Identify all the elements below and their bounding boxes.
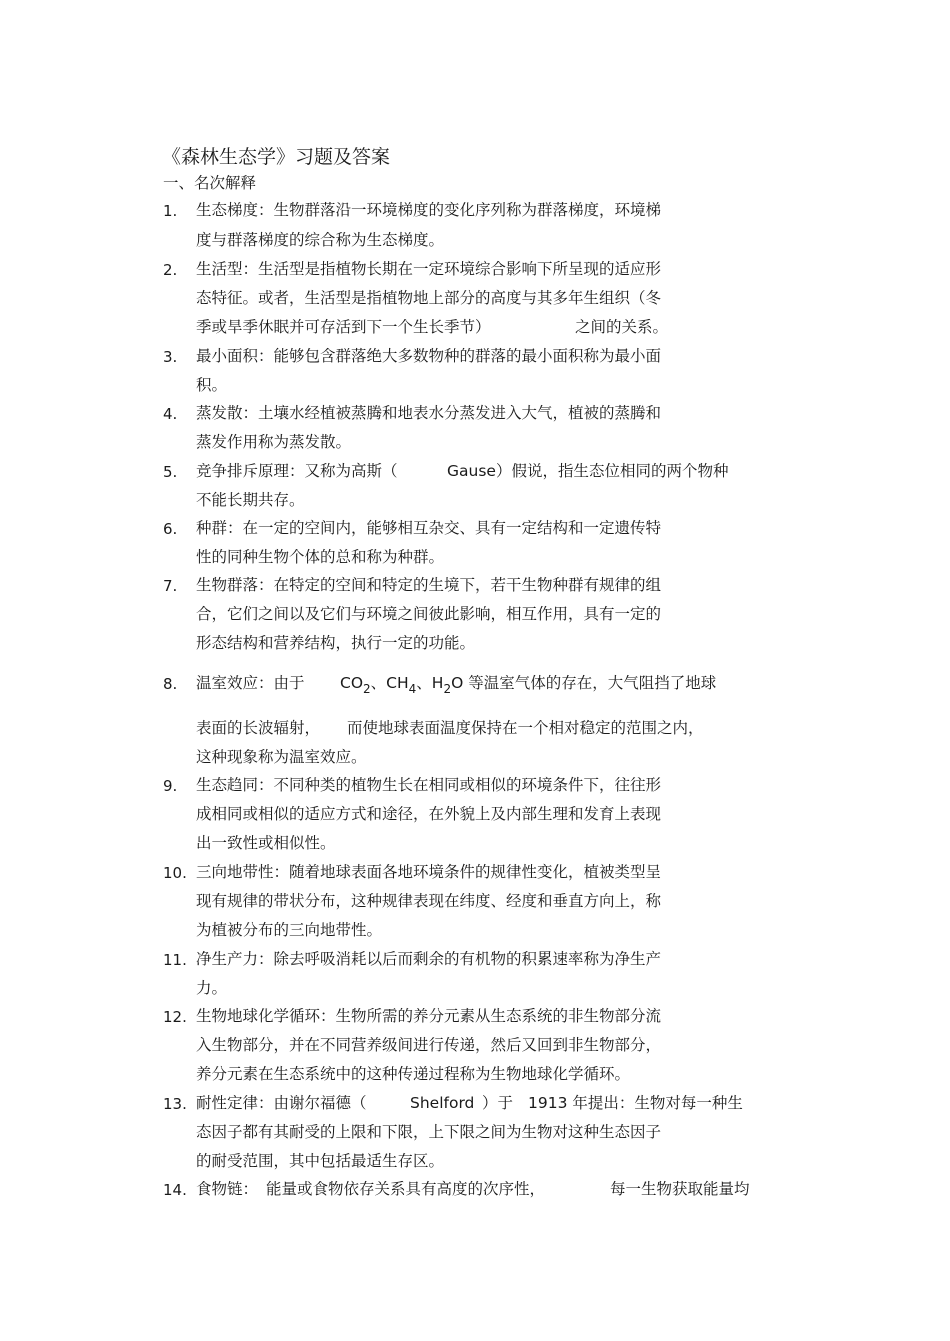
item-text-line: 态因子都有其耐受的上限和下限，上下限之间为生物对这种生态因子 xyxy=(196,1123,662,1141)
item-number: 5. xyxy=(163,463,178,481)
item-text-line: 生态趋同：不同种类的植物生长在相同或相似的环境条件下，往往形 xyxy=(196,776,662,794)
item-text-line: 竞争排斥原理：又称为高斯（ xyxy=(196,462,398,480)
item-number: 9. xyxy=(163,777,178,795)
item-text-line: 度与群落梯度的综合称为生态梯度。 xyxy=(196,231,445,249)
item-text-line: ）于 xyxy=(482,1094,514,1112)
item-number: 1. xyxy=(163,202,178,220)
section-heading: 一、名次解释 xyxy=(163,174,257,192)
item-text-line: 每一生物获取能量均 xyxy=(610,1180,750,1198)
formula-part: 、CH xyxy=(370,674,409,692)
item-text-line: 为植被分布的三向地带性。 xyxy=(196,921,383,939)
item-text-line: 净生产力：除去呼吸消耗以后而剩余的有机物的积累速率称为净生产 xyxy=(196,950,662,968)
item-text-line: Gause）假说，指生态位相同的两个物种 xyxy=(447,462,729,480)
item-text-line: 生物群落：在特定的空间和特定的生境下，若干生物种群有规律的组 xyxy=(196,576,662,594)
item-text-line: 性的同种生物个体的总和称为种群。 xyxy=(196,548,445,566)
item-text-line: 生物地球化学循环：生物所需的养分元素从生态系统的非生物部分流 xyxy=(196,1007,662,1025)
item-text-line: 而使地球表面温度保持在一个相对稳定的范围之内， xyxy=(347,719,704,737)
item-text-line: 1913 年提出：生物对每一种生 xyxy=(528,1094,743,1112)
item-text-line: 力。 xyxy=(196,979,228,997)
item-text-line: 之间的关系。 xyxy=(575,318,669,336)
formula-part: O 等温室气体的存在，大气阻挡了地球 xyxy=(451,674,717,692)
formula-subscript: 2 xyxy=(363,682,371,696)
item-text-line: 出一致性或相似性。 xyxy=(196,834,336,852)
item-number: 7. xyxy=(163,577,178,595)
item-text-line: 不能长期共存。 xyxy=(196,491,305,509)
item-text-line: 季或旱季休眠并可存活到下一个生长季节） xyxy=(196,318,491,336)
item-number: 14. xyxy=(163,1181,187,1199)
item-text-line: 成相同或相似的适应方式和途径，在外貌上及内部生理和发育上表现 xyxy=(196,805,662,823)
item-text-line: 蒸发作用称为蒸发散。 xyxy=(196,433,352,451)
item-text-line: 表面的长波辐射， xyxy=(196,719,321,737)
item-number: 3. xyxy=(163,348,178,366)
item-text-line: 能量或食物依存关系具有高度的次序性， xyxy=(266,1180,546,1198)
formula-subscript: 4 xyxy=(408,682,417,696)
item-text-line: 态特征。或者，生活型是指植物地上部分的高度与其多年生组织（冬 xyxy=(196,289,662,307)
item-text-line: 温室效应：由于 xyxy=(196,674,305,692)
item-text-line: 形态结构和营养结构，执行一定的功能。 xyxy=(196,634,476,652)
item-text-line: 种群：在一定的空间内，能够相互杂交、具有一定结构和一定遗传特 xyxy=(196,519,662,537)
item-text-line: 生态梯度：生物群落沿一环境梯度的变化序列称为群落梯度，环境梯 xyxy=(196,201,662,219)
item-text-line: 食物链： xyxy=(196,1180,259,1198)
item-text-line: 耐性定律：由谢尔福德（ xyxy=(196,1094,367,1112)
item-number: 12. xyxy=(163,1008,187,1026)
formula-subscript: 2 xyxy=(443,682,452,696)
item-text-line: 积。 xyxy=(196,376,228,394)
item-text-line: 养分元素在生态系统中的这种传递过程称为生物地球化学循环。 xyxy=(196,1065,631,1083)
item-text-line: 入生物部分，并在不同营养级间进行传递，然后又回到非生物部分， xyxy=(196,1036,662,1054)
formula-part: CO xyxy=(340,674,364,692)
item-number: 6. xyxy=(163,520,178,538)
document-title: 《森林生态学》习题及答案 xyxy=(162,146,391,168)
item-number: 13. xyxy=(163,1095,187,1113)
item-text-line: 最小面积：能够包含群落绝大多数物种的群落的最小面积称为最小面 xyxy=(196,347,662,365)
item-text-line: 现有规律的带状分布，这种规律表现在纬度、经度和垂直方向上，称 xyxy=(196,892,662,910)
formula-part: 、H xyxy=(416,674,444,692)
item-number: 8. xyxy=(163,675,178,693)
item-text-line: Shelford xyxy=(410,1094,475,1112)
item-number: 2. xyxy=(163,261,178,279)
item-text-line: 这种现象称为温室效应。 xyxy=(196,748,367,766)
item-text-line: 蒸发散：土壤水经植被蒸腾和地表水分蒸发进入大气，植被的蒸腾和 xyxy=(196,404,662,422)
item-text-line: 的耐受范围，其中包括最适生存区。 xyxy=(196,1152,445,1170)
item-text-line: 三向地带性：随着地球表面各地环境条件的规律性变化，植被类型呈 xyxy=(196,863,662,881)
formula-co2 xyxy=(340,673,717,696)
item-text-line: 生活型：生活型是指植物长期在一定环境综合影响下所呈现的适应形 xyxy=(196,260,662,278)
item-text-line: 合，它们之间以及它们与环境之间彼此影响，相互作用，具有一定的 xyxy=(196,605,662,623)
item-number: 11. xyxy=(163,951,187,969)
item-number: 10. xyxy=(163,864,187,882)
item-number: 4. xyxy=(163,405,178,423)
